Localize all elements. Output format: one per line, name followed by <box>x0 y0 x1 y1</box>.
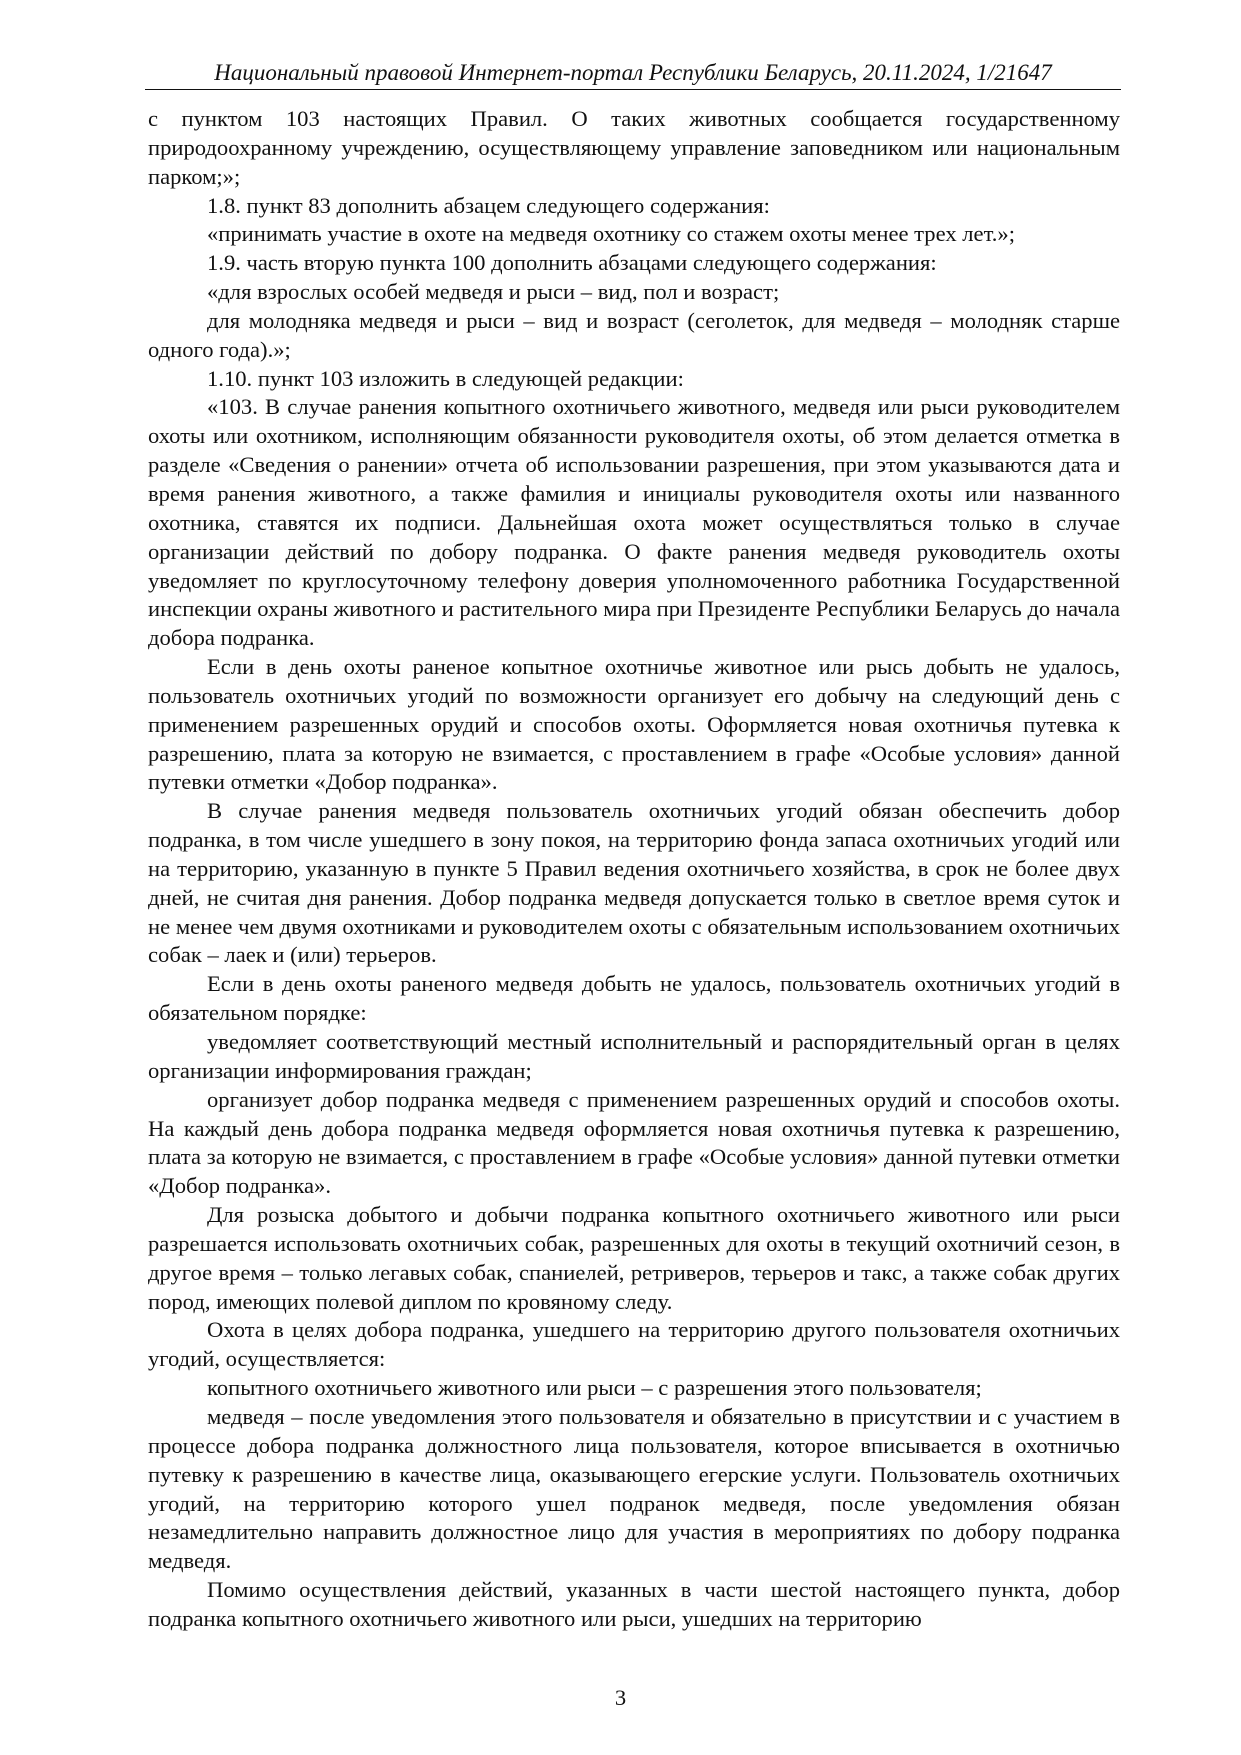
document-body <box>148 105 1120 1634</box>
paragraph: Для розыска добытого и добычи подранка копытного охотничьего животного или рыси разрешается использовать охотничьих собак, разрешенных для охоты в текущий охотничий сезон, в другое время – только легавых собак, спаниелей, ретриверов, терьеров и такс, а также собак других пород, имеющих полевой диплом по кровяному следу. <box>148 1202 1120 1314</box>
paragraph: уведомляет соответствующий местный исполнительный и распорядительный орган в целях организации информирования граждан; <box>148 1029 1120 1083</box>
paragraph: «103. В случае ранения копытного охотничьего животного, медведя или рыси руководителем охоты или охотником, исполняющим обязанности руководителя охоты, об этом делается отметка в разделе «Сведения о ранении» отчета об использовании разрешения, при этом указываются дата и время ранения животного, а также фамилия и инициалы руководителя охоты или названного охотника, ставятся их подписи. Дальнейшая охота может осуществляться только в случае организации действий по добору подранка. О факте ранения медведя руководитель охоты уведомляет по круглосуточному телефону доверия уполномоченного работника Государственной инспекции охраны животного и растительного мира при Президенте Республики Беларусь до начала добора подранка. <box>148 394 1120 651</box>
paragraph: для молодняка медведя и рыси – вид и возраст (сеголеток, для медведя – молодняк старше одного года).»; <box>148 307 1120 362</box>
paragraph: организует добор подранка медведя с применением разрешенных орудий и способов охоты. На каждый день добора подранка медведя оформляется новая охотничья путевка к разрешению, плата за которую не взимается, с проставлением в графе «Особые условия» данной путевки отметки «Добор подранка». <box>148 1086 1120 1199</box>
paragraph: «для взрослых особей медведя и рыси – вид, пол и возраст; <box>207 279 780 305</box>
paragraph: Помимо осуществления действий, указанных в части шестой настоящего пункта, добор подранка копытного охотничьего животного или рыси, ушедших на территорию <box>148 1577 1120 1631</box>
page-number: 3 <box>614 1685 627 1710</box>
paragraph: 1.8. пункт 83 дополнить абзацем следующего содержания: <box>207 192 770 218</box>
paragraph: медведя – после уведомления этого пользователя и обязательно в присутствии и с участием в процессе добора подранка должностного лица пользователя, которое вписывается в охотничью путевку к разрешению в качестве лица, оказывающего егерские услуги. Пользователь охотничьих угодий, на территорию которого ушел подранок медведя, после уведомления обязан незамедлительно направить должностное лицо для участия в мероприятиях по добору подранка медведя. <box>148 1403 1120 1574</box>
paragraph: «принимать участие в охоте на медведя охотнику со стажем охоты менее трех лет.»; <box>207 221 1015 247</box>
paragraph: Охота в целях добора подранка, ушедшего на территорию другого пользователя охотничьих угодий, осуществляется: <box>148 1317 1120 1372</box>
paragraph: Если в день охоты раненого медведя добыть не удалось, пользователь охотничьих угодий в обязательном порядке: <box>148 971 1120 1026</box>
paragraph: 1.9. часть вторую пункта 100 дополнить абзацами следующего содержания: <box>207 250 937 276</box>
paragraph: с пунктом 103 настоящих Правил. О таких животных сообщается государственному природоохранному учреждению, осуществляющему управление заповедником или национальным парком;»; <box>148 106 1120 189</box>
paragraph: В случае ранения медведя пользователь охотничьих угодий обязан обеспечить добор подранка, в том числе ушедшего в зону покоя, на территорию фонда запаса охотничьих угодий или на территорию, указанную в пункте 5 Правил ведения охотничьего хозяйства, в срок не более двух дней, не считая дня ранения. Добор подранка медведя допускается только в светлое время суток и не менее чем двумя охотниками и руководителем охоты с обязательным использованием охотничьих собак – лаек и (или) терьеров. <box>148 798 1120 968</box>
page-header: Национальный правовой Интернет-портал Республики Беларусь, 20.11.2024, 1/21647 <box>214 60 1052 85</box>
paragraph: 1.10. пункт 103 изложить в следующей редакции: <box>207 365 684 391</box>
header-divider <box>145 89 1121 90</box>
paragraph: копытного охотничьего животного или рыси – с разрешения этого пользователя; <box>207 1375 982 1401</box>
paragraph: Если в день охоты раненое копытное охотничье животное или рысь добыть не удалось, пользователь охотничьих угодий по возможности организует его добычу на следующий день с применением разрешенных орудий и способов охоты. Оформляется новая охотничья путевка к разрешению, плата за которую не взимается, с проставлением в графе «Особые условия» данной путевки отметки «Добор подранка». <box>148 654 1120 795</box>
